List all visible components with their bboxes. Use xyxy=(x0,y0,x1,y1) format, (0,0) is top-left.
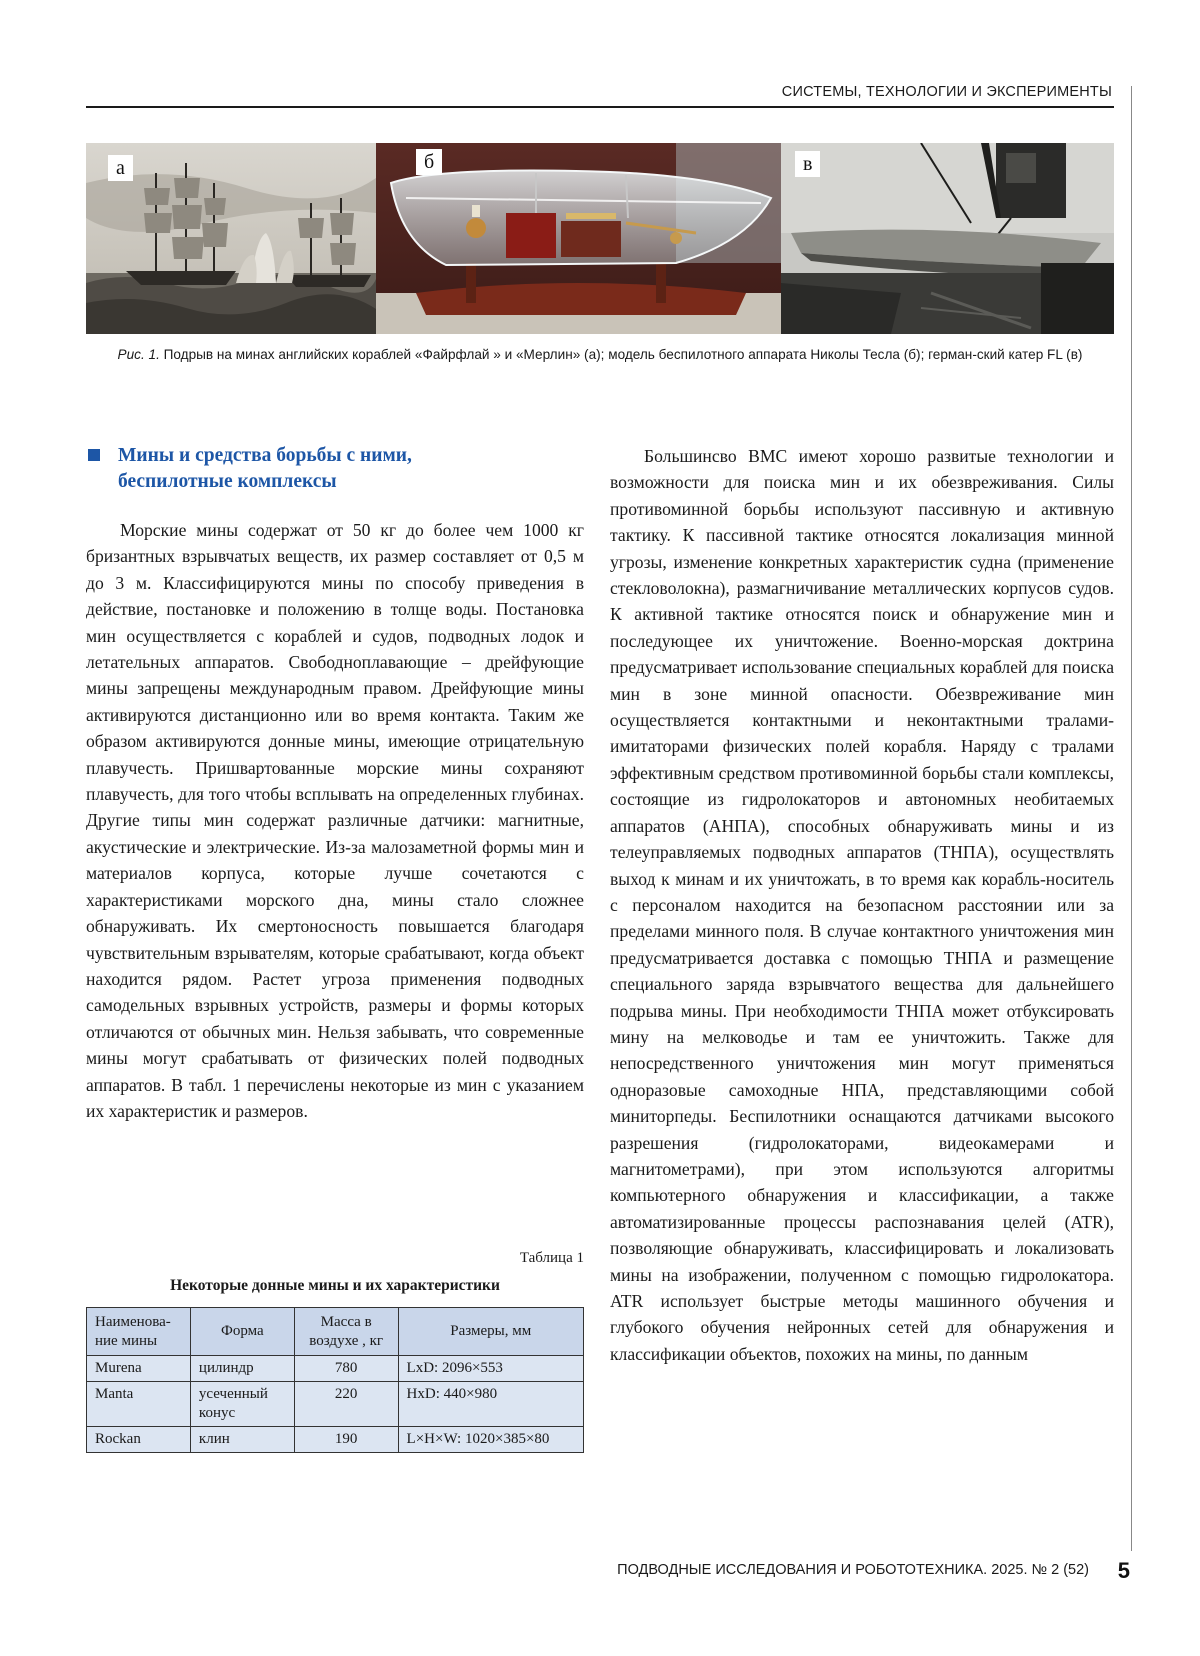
table-cell: Rockan xyxy=(87,1427,191,1453)
table-header-row xyxy=(87,1308,584,1356)
mines-table xyxy=(86,1307,584,1453)
table-row xyxy=(87,1382,584,1427)
left-paragraph: Морские мины содержат от 50 кг до более чем 1000 кг бризантных взрывчатых веществ, их размер составляет от 0,5 м до 3 м. Классифицируются мины по способу приведения в действие, постановке и положению в толще воды. Постановка мин осуществляется с кораблей и судов, подводных лодок и летательных аппаратов. Свободноплавающие – дрейфующие мины запрещены международным правом. Дрейфующие мины активируются дистанционно или во время контакта. Таким же образом активируются донные мины, имеющие отрицательную плавучесть. Пришвартованные морские мины сохраняют плавучесть, для того чтобы всплывать на определенных глубинах. Другие типы мин содержат различные датчики: магнитные, акустические и электрические. Из-за малозаметной формы мин и материалов корпуса, которые лучше сочетаются с характеристиками морского дна, мины стало сложнее обнаруживать. Их смертоносность повышается благодаря чувствительным взрывателям, которые срабатывают, когда объект находится рядом. Растет угроза применения подводных самодельных взрывных устройств, размеры и формы которых отличаются от обычных мин. Нельзя забывать, что современные мины могут срабатывать от физических полей подводных аппаратов. В табл. 1 перечислены некоторые из мин с указанием их характеристик и размеров. xyxy=(86,520,584,1121)
section-title-line-1: Мины и средства борьбы с ними, xyxy=(118,445,412,466)
header-rule xyxy=(86,106,1114,108)
panel-label-c: в xyxy=(795,151,820,177)
table-cell: L×H×W: 1020×385×80 xyxy=(398,1427,583,1453)
right-column-text xyxy=(610,443,1114,1367)
table-row xyxy=(87,1356,584,1382)
german-boat-fl-image xyxy=(781,143,1114,334)
table-cell: цилиндр xyxy=(190,1356,294,1382)
section-heading xyxy=(86,443,584,495)
table-cell: Manta xyxy=(87,1382,191,1427)
square-bullet-icon xyxy=(88,449,100,461)
table-cell: 190 xyxy=(294,1427,398,1453)
table-title: Некоторые донные мины и их характеристики xyxy=(170,1277,500,1294)
table-cell: клин xyxy=(190,1427,294,1453)
table-header-name: Наименова-ние мины xyxy=(87,1308,191,1356)
table-cell: 780 xyxy=(294,1356,398,1382)
journal-name: ПОДВОДНЫЕ ИССЛЕДОВАНИЯ И РОБОТОТЕХНИКА. 2025. № 2 (52) xyxy=(617,1562,1089,1578)
left-column-text xyxy=(86,517,584,1124)
table-header-size: Размеры, мм xyxy=(398,1308,583,1356)
section-title-line-2: беспилотные комплексы xyxy=(118,471,337,492)
table-row xyxy=(87,1427,584,1453)
page-number: 5 xyxy=(1117,1558,1130,1583)
figure-panel-c xyxy=(781,143,1114,334)
table-cell: Murena xyxy=(87,1356,191,1382)
caption-prefix: Рис. 1. xyxy=(117,347,160,362)
table-cell: HxD: 440×980 xyxy=(398,1382,583,1427)
panel-label-a: а xyxy=(108,155,133,181)
right-margin-rule xyxy=(1131,86,1132,1551)
section-header: СИСТЕМЫ, ТЕХНОЛОГИИ И ЭКСПЕРИМЕНТЫ xyxy=(781,84,1112,100)
table-header-shape: Форма xyxy=(190,1308,294,1356)
figure-1 xyxy=(86,143,1114,334)
right-paragraph: Большинсво ВМС имеют хорошо развитые технологии и возможности для поиска мин и их обезвреживания. Силы противоминной борьбы используют пассивную и активную тактику. К пассивной тактике относятся локализация минной угрозы, изменение конкретных характеристик судна (применение стекловолокна), размагничивание металлических корпусов судов. К активной тактике относятся поиск и обнаружение мин и последующее их уничтожение. Военно-морская доктрина предусматривает использование специальных кораблей для поиска мин в зоне минной опасности. Обезвреживание мин осуществляется контактными и неконтактными тралами-имитаторами физических полей корабля. Наряду с тралами эффективным средством противоминной борьбы стали комплексы, состоящие из гидролокаторов и автономных необитаемых аппаратов (АНПА), способных обнаруживать мины и из телеуправляемых подводных аппаратов (ТНПА), осуществлять выход к минам и их уничтожать, в то время как корабль-носитель с персоналом находится на безопасном расстоянии или за пределами минного поля. В случае контактного уничтожения мин предусматривается доставка с помощью ТНПА и размещение специального заряда взрывчатого вещества для дальнейшего подрыва мины. При необходимости ТНПА может отбуксировать мину на мелководье и там ее уничтожить. Также для непосредственного уничтожения мин могут применяться одноразовые самоходные НПА, представляющими собой миниторпеды. Беспилотники оснащаются датчиками высокого разрешения (гидролокаторами, видеокамерами и магнитометрами), при этом используются алгоритмы компьютерного обнаружения и классификации, а также автоматизированные процессы распознавания целей (ATR), позволяющие обнаруживать, классифицировать и локализовать мины на изображении, полученном с помощью гидролокатора. ATR использует быстрые методы машинного обучения и глубокого обучения нейронных сетей для обнаружения и классификации объектов, похожих на мины, по данным xyxy=(610,446,1114,1364)
table-cell: усеченный конус xyxy=(190,1382,294,1427)
table-cell: 220 xyxy=(294,1382,398,1427)
section-title xyxy=(118,443,412,495)
panel-label-b: б xyxy=(416,149,442,175)
figure-caption xyxy=(86,345,1114,364)
figure-panel-a xyxy=(86,143,376,334)
caption-text: Подрыв на минах английских кораблей «Файрфлай » и «Мерлин» (а); модель беспилотного аппарата Николы Тесла (б); герман-ский катер FL (в) xyxy=(159,347,1083,362)
table-cell: LxD: 2096×553 xyxy=(398,1356,583,1382)
figure-panel-b xyxy=(376,143,781,334)
table-header-mass: Масса в воздухе , кг xyxy=(294,1308,398,1356)
table-number: Таблица 1 xyxy=(519,1250,584,1266)
